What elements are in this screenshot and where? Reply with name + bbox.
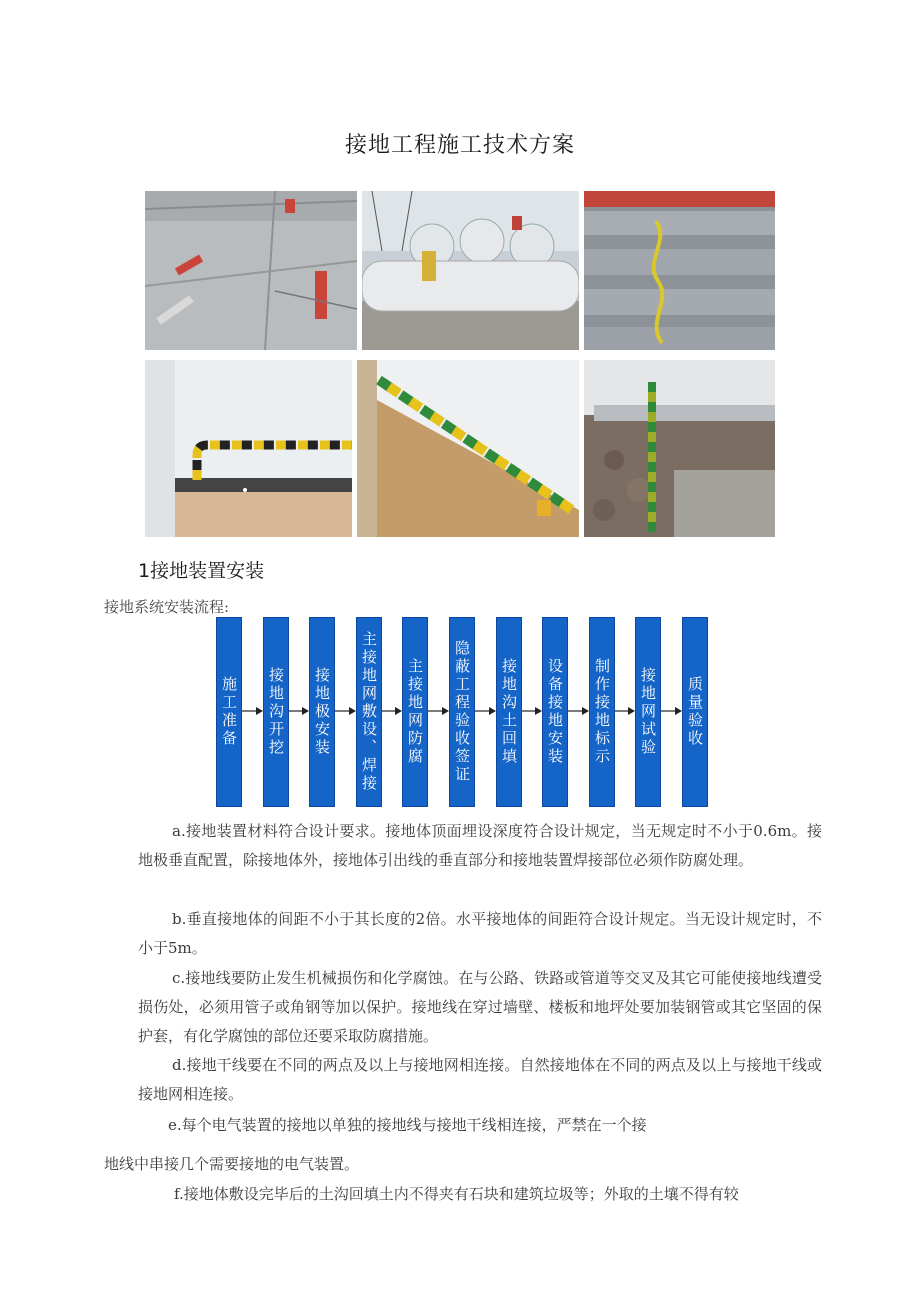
flow-arrow	[475, 704, 496, 718]
paragraph-b	[138, 905, 822, 963]
photo-substation-equipment	[362, 191, 579, 350]
flow-step-box: 接地沟土回填	[496, 617, 522, 807]
photo-cable-tray	[584, 191, 775, 350]
flow-step-box: 设备接地安装	[542, 617, 568, 807]
paragraph-f	[138, 1180, 828, 1209]
flow-step-box: 主接地网敷设、焊接	[356, 617, 382, 807]
paragraph-e-text-1: e.每个电气装置的接地以单独的接地线与接地干线相连接，严禁在一个接	[168, 1116, 647, 1134]
paragraph-a-text: a.接地装置材料符合设计要求。接地体顶面埋设深度符合设计规定，当无规定时不小于0.6m。接地极垂直配置，除接地体外，接地体引出线的垂直部分和接地装置焊接部位必须作防腐处理。	[138, 822, 822, 869]
flow-arrow	[335, 704, 356, 718]
paragraph-d	[138, 1051, 822, 1109]
paragraph-a	[138, 817, 822, 875]
flow-arrow	[568, 704, 589, 718]
paragraph-e-line2	[104, 1150, 788, 1179]
paragraph-e-line1	[138, 1111, 838, 1140]
flow-step-box: 施工准备	[216, 617, 242, 807]
photo-indoor-wall-stripe	[145, 360, 352, 537]
flow-step-box: 接地网试验	[635, 617, 661, 807]
flow-step-box: 接地沟开挖	[263, 617, 289, 807]
section-heading: 1接地装置安装	[138, 560, 265, 582]
flow-step-box: 接地极安装	[309, 617, 335, 807]
paragraph-b-text: b.垂直接地体的间距不小于其长度的2倍。水平接地体的间距符合设计规定。当无设计规定时，不小于5m。	[138, 910, 822, 957]
flow-arrow	[522, 704, 542, 718]
flow-step-box: 质量验收	[682, 617, 708, 807]
flow-step-box: 隐蔽工程验收签证	[449, 617, 475, 807]
paragraph-c	[138, 964, 822, 1051]
flow-arrow	[382, 704, 402, 718]
paragraph-f-text: f.接地体敷设完毕后的土沟回填土内不得夹有石块和建筑垃圾等；外取的土壤不得有较	[174, 1185, 739, 1203]
flow-arrow	[242, 704, 263, 718]
document-title: 接地工程施工技术方案	[344, 133, 575, 158]
photo-transformer-grounding-bar	[584, 360, 775, 537]
flow-arrow	[428, 704, 449, 718]
flow-arrow	[661, 704, 682, 718]
flow-step-box: 制作接地标示	[589, 617, 615, 807]
flow-step-box: 主接地网防腐	[402, 617, 428, 807]
flow-label: 接地系统安装流程:	[104, 598, 230, 616]
paragraph-c-text: c.接地线要防止发生机械损伤和化学腐蚀。在与公路、铁路或管道等交叉及其它可能使接地线遭受损伤处，必须用管子或角钢等加以保护。接地线在穿过墙壁、楼板和地坪处要加装钢管或其它坚固的保护套，有化学腐蚀的部位还要采取防腐措施。	[138, 969, 822, 1045]
flow-arrow	[615, 704, 635, 718]
photo-floor-grounding	[145, 191, 357, 350]
paragraph-d-text: d.接地干线要在不同的两点及以上与接地网相连接。自然接地体在不同的两点及以上与接地干线或接地网相连接。	[138, 1056, 822, 1103]
flow-arrow	[289, 704, 309, 718]
paragraph-e-text-2: 地线中串接几个需要接地的电气装置。	[104, 1155, 360, 1173]
photo-corridor-wall-stripe	[357, 360, 579, 537]
